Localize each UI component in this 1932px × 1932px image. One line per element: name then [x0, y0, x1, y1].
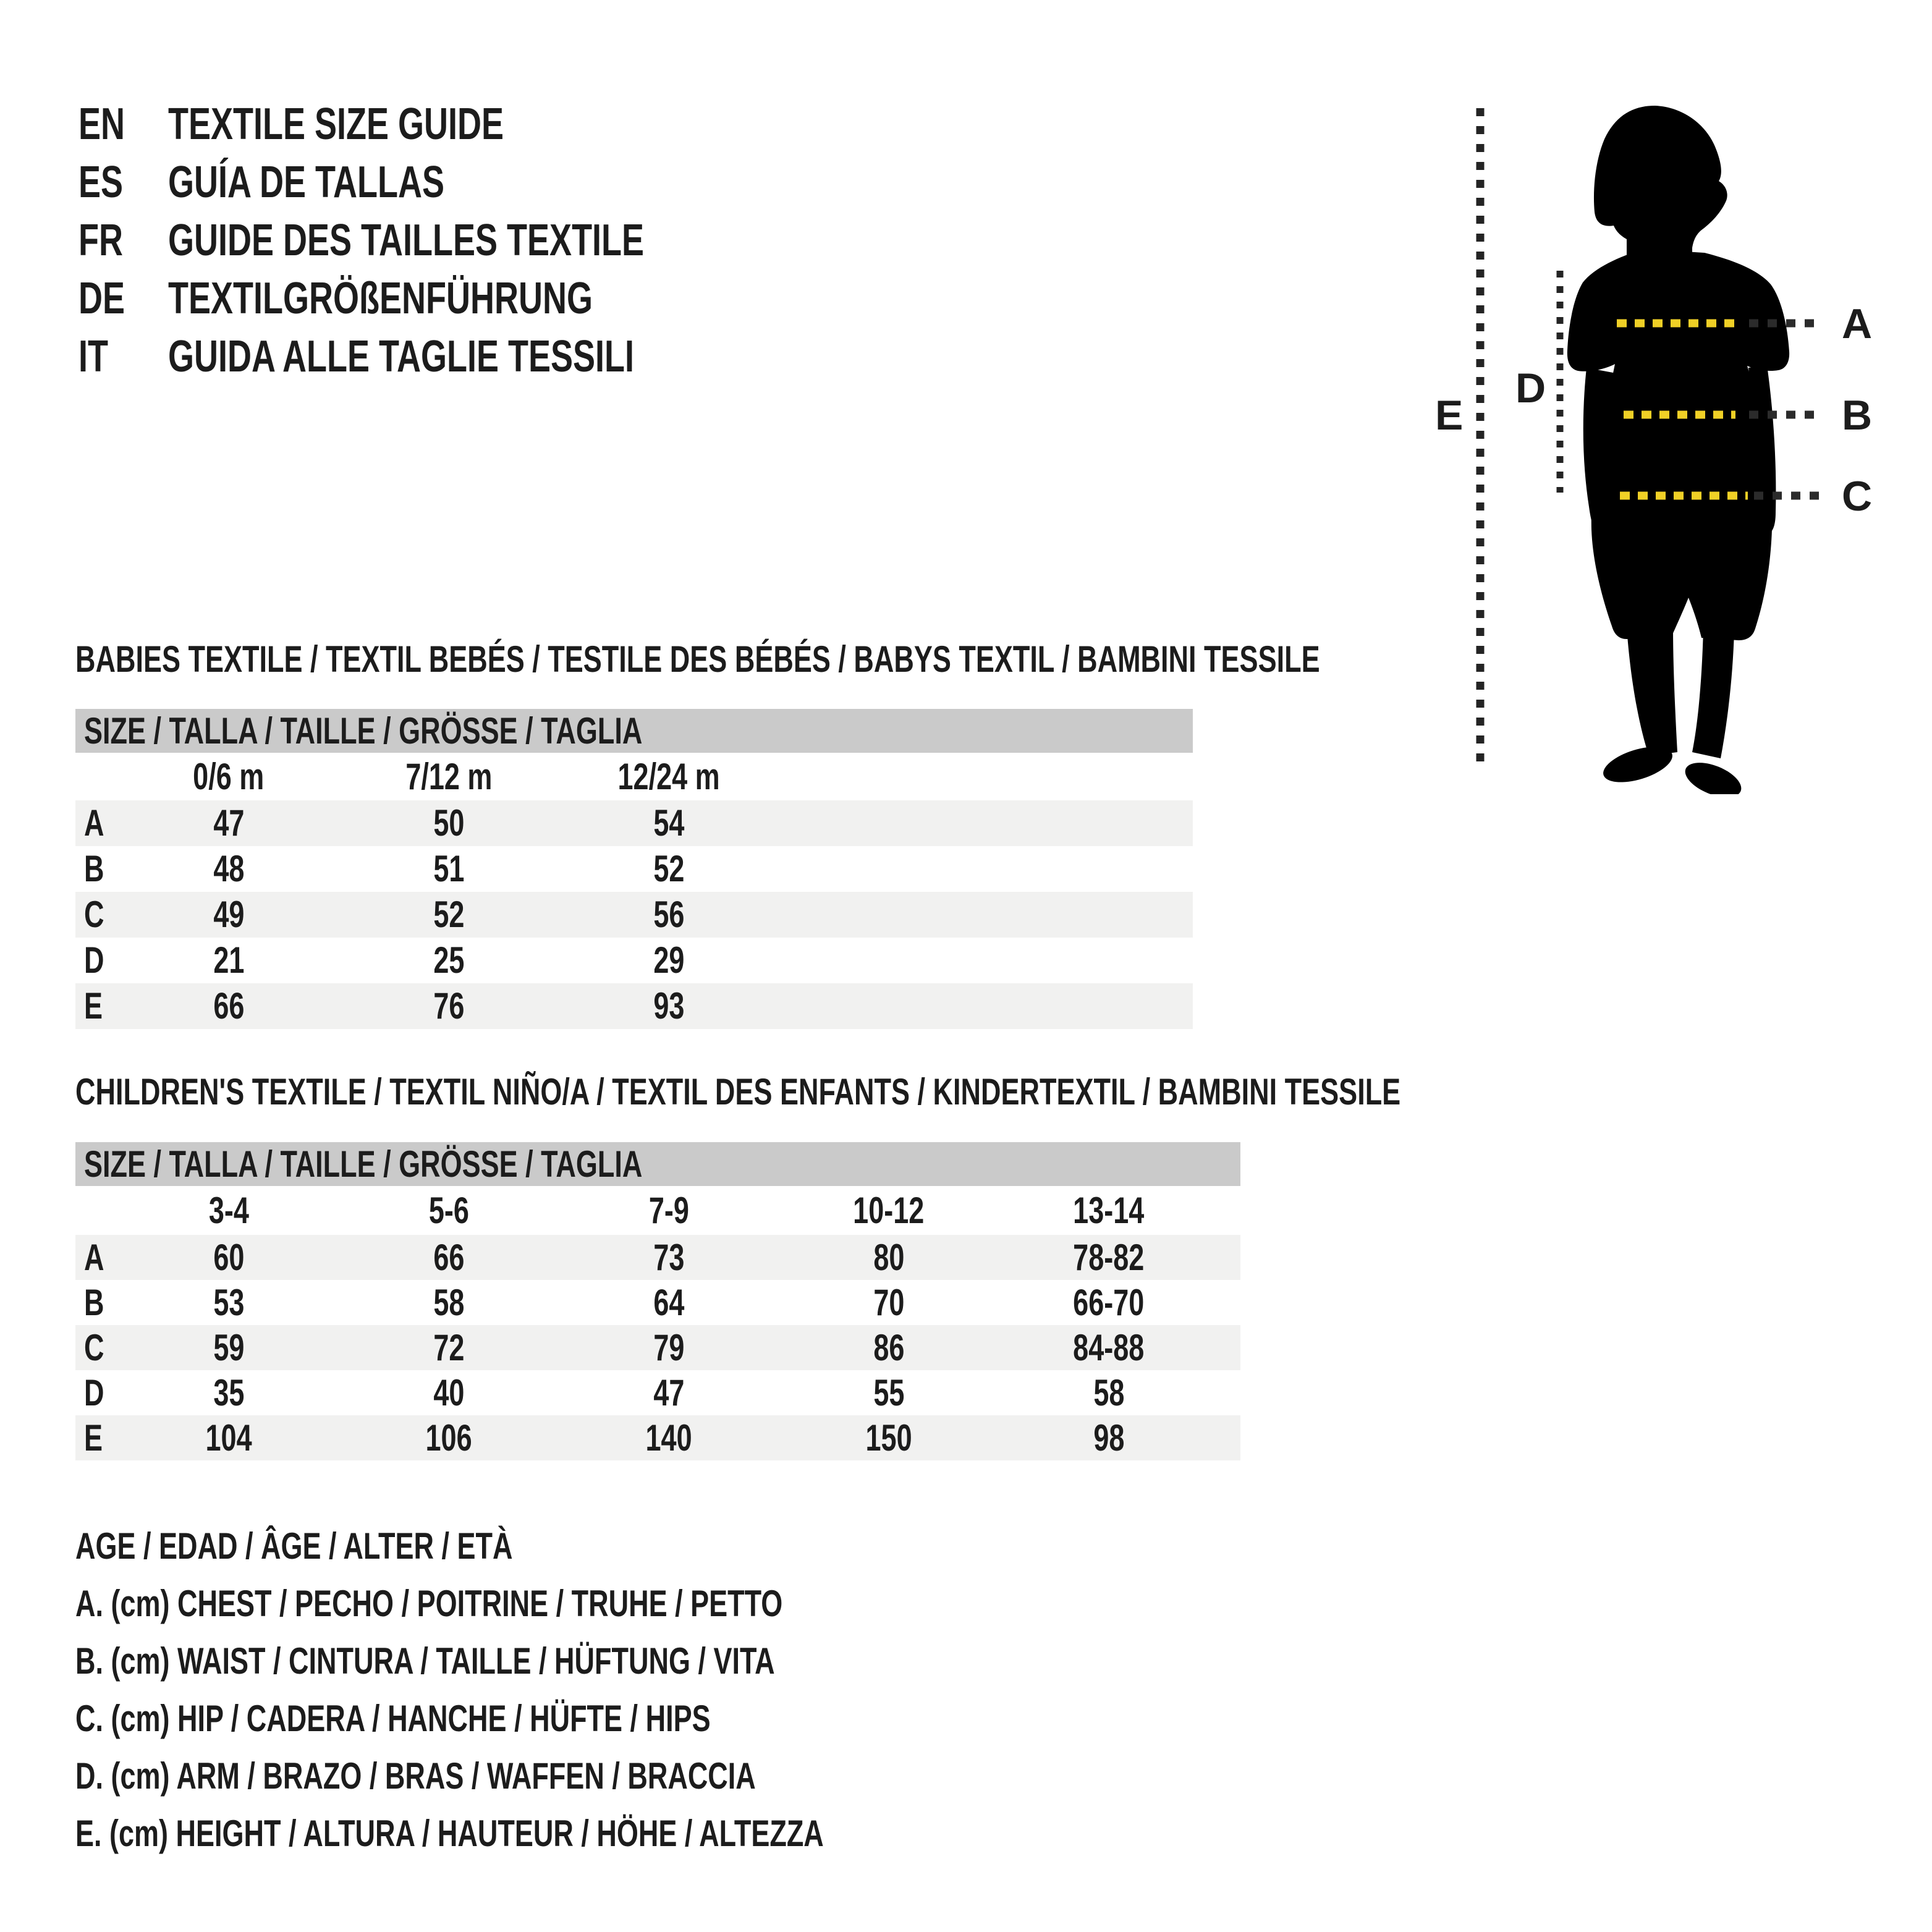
size-header-bar: SIZE / TALLA / TAILLE / GRÖSSE / TAGLIA [75, 1142, 1240, 1186]
silhouette-right-foot [1680, 756, 1746, 794]
legend-line-waist: B. (cm) WAIST / CINTURA / TAILLE / HÜFTUNG / VITA [75, 1640, 775, 1682]
legend-line-age: AGE / EDAD / ÂGE / ALTER / ETÀ [75, 1525, 513, 1567]
figure-label-c: C [1842, 473, 1873, 520]
table-cell: 66 [213, 985, 245, 1027]
silhouette-head [1594, 106, 1727, 263]
table-cell: 50 [433, 802, 465, 844]
legend-line-arm: D. (cm) ARM / BRAZO / BRAS / WAFFEN / BRACCIA [75, 1755, 756, 1797]
child-measurement-figure [1409, 53, 1932, 794]
language-row [78, 153, 803, 211]
child-silhouette [1567, 106, 1789, 794]
table-cell: 35 [213, 1372, 245, 1413]
table-cell: 70 [873, 1282, 905, 1323]
babies-section-title: BABIES TEXTILE / TEXTIL BEBÉS / TESTILE DES BÉBÉS / BABYS TEXTIL / BAMBINI TESSILE [75, 638, 1320, 680]
language-code: EN [78, 100, 125, 149]
language-row [78, 269, 803, 328]
table-cell: 78-82 [1073, 1237, 1145, 1278]
children-section-title: CHILDREN'S TEXTILE / TEXTIL NIÑO/A / TEXTIL DES ENFANTS / KINDERTEXTIL / BAMBINI TESSILE [75, 1071, 1401, 1112]
table-row [75, 1370, 1240, 1415]
column-header: 3-4 [208, 1190, 249, 1231]
language-row [78, 328, 803, 386]
table-cell: 76 [433, 985, 465, 1027]
row-label: E [84, 985, 103, 1027]
language-row [78, 211, 803, 269]
table-cell: 98 [1093, 1417, 1125, 1459]
table-cell: 60 [213, 1237, 245, 1278]
column-header: 5-6 [428, 1190, 469, 1231]
column-header: 13-14 [1073, 1190, 1145, 1231]
table-row [75, 800, 1193, 846]
guide-title: GUÍA DE TALLAS [168, 158, 444, 207]
table-row [75, 892, 1193, 938]
table-cell: 47 [653, 1372, 685, 1413]
table-cell: 72 [433, 1327, 465, 1368]
table-cell: 54 [653, 802, 685, 844]
table-cell: 93 [653, 985, 685, 1027]
table-cell: 79 [653, 1327, 685, 1368]
table-cell: 25 [433, 939, 465, 981]
figure-label-b: B [1842, 392, 1873, 439]
table-cell: 29 [653, 939, 685, 981]
table-cell: 49 [213, 894, 245, 935]
table-cell: 80 [873, 1237, 905, 1278]
silhouette-left-arm [1583, 368, 1616, 536]
table-cell: 58 [433, 1282, 465, 1323]
legend-line-hip: C. (cm) HIP / CADERA / HANCHE / HÜFTE / HIPS [75, 1698, 711, 1739]
row-label: B [84, 1282, 104, 1323]
table-cell: 52 [433, 894, 465, 935]
table-cell: 73 [653, 1237, 685, 1278]
language-code: FR [78, 216, 123, 265]
language-code: ES [78, 158, 124, 207]
children-size-table [75, 1142, 1240, 1460]
table-cell: 150 [865, 1417, 912, 1459]
corner-cell [75, 1186, 119, 1235]
guide-title: GUIDA ALLE TAGLIE TESSILI [168, 332, 634, 381]
table-row [75, 846, 1193, 892]
column-header-row [75, 753, 1193, 800]
guide-title: TEXTILE SIZE GUIDE [168, 100, 504, 149]
babies-size-table [75, 709, 1193, 1029]
table-cell: 106 [425, 1417, 472, 1459]
figure-label-d: D [1515, 365, 1546, 412]
column-header: 7/12 m [405, 756, 493, 797]
table-cell: 21 [213, 939, 245, 981]
column-header-row [75, 1186, 1240, 1235]
column-header: 7-9 [648, 1190, 689, 1231]
row-label: C [84, 1327, 104, 1368]
table-row [75, 1235, 1240, 1280]
table-row [75, 938, 1193, 983]
size-header-bar: SIZE / TALLA / TAILLE / GRÖSSE / TAGLIA [75, 709, 1193, 753]
table-row [75, 1415, 1240, 1460]
table-cell: 84-88 [1073, 1327, 1145, 1368]
row-label: B [84, 848, 104, 889]
row-label: D [84, 939, 104, 981]
table-row [75, 1280, 1240, 1325]
legend-line-chest: A. (cm) CHEST / PECHO / POITRINE / TRUHE / PETTO [75, 1583, 783, 1624]
corner-cell [75, 753, 119, 800]
column-header: 0/6 m [193, 756, 265, 797]
table-cell: 48 [213, 848, 245, 889]
language-code: IT [78, 332, 108, 381]
table-cell: 59 [213, 1327, 245, 1368]
figure-label-a: A [1842, 300, 1873, 347]
table-cell: 56 [653, 894, 685, 935]
column-header: 12/24 m [617, 756, 720, 797]
figure-label-e: E [1435, 392, 1464, 439]
row-label: D [84, 1372, 104, 1413]
row-label: A [84, 1237, 104, 1278]
table-cell: 53 [213, 1282, 245, 1323]
table-row [75, 1325, 1240, 1370]
table-cell: 52 [653, 848, 685, 889]
table-cell: 104 [205, 1417, 252, 1459]
measurement-legend [75, 1517, 1073, 1862]
column-header: 10-12 [853, 1190, 925, 1231]
legend-line-height: E. (cm) HEIGHT / ALTURA / HAUTEUR / HÖHE / ALTEZZA [75, 1813, 824, 1854]
table-cell: 47 [213, 802, 245, 844]
language-title-list [78, 95, 803, 386]
row-label: A [84, 802, 104, 844]
table-cell: 66-70 [1073, 1282, 1145, 1323]
table-cell: 86 [873, 1327, 905, 1368]
table-row [75, 983, 1193, 1029]
table-cell: 140 [645, 1417, 692, 1459]
table-cell: 55 [873, 1372, 905, 1413]
table-cell: 51 [433, 848, 465, 889]
language-row [78, 95, 803, 153]
row-label: E [84, 1417, 103, 1459]
guide-title: GUIDE DES TAILLES TEXTILE [168, 216, 645, 265]
table-cell: 64 [653, 1282, 685, 1323]
table-cell: 66 [433, 1237, 465, 1278]
row-label: C [84, 894, 104, 935]
language-code: DE [78, 274, 125, 323]
guide-title: TEXTILGRÖßENFÜHRUNG [168, 274, 593, 323]
table-cell: 40 [433, 1372, 465, 1413]
table-cell: 58 [1093, 1372, 1125, 1413]
